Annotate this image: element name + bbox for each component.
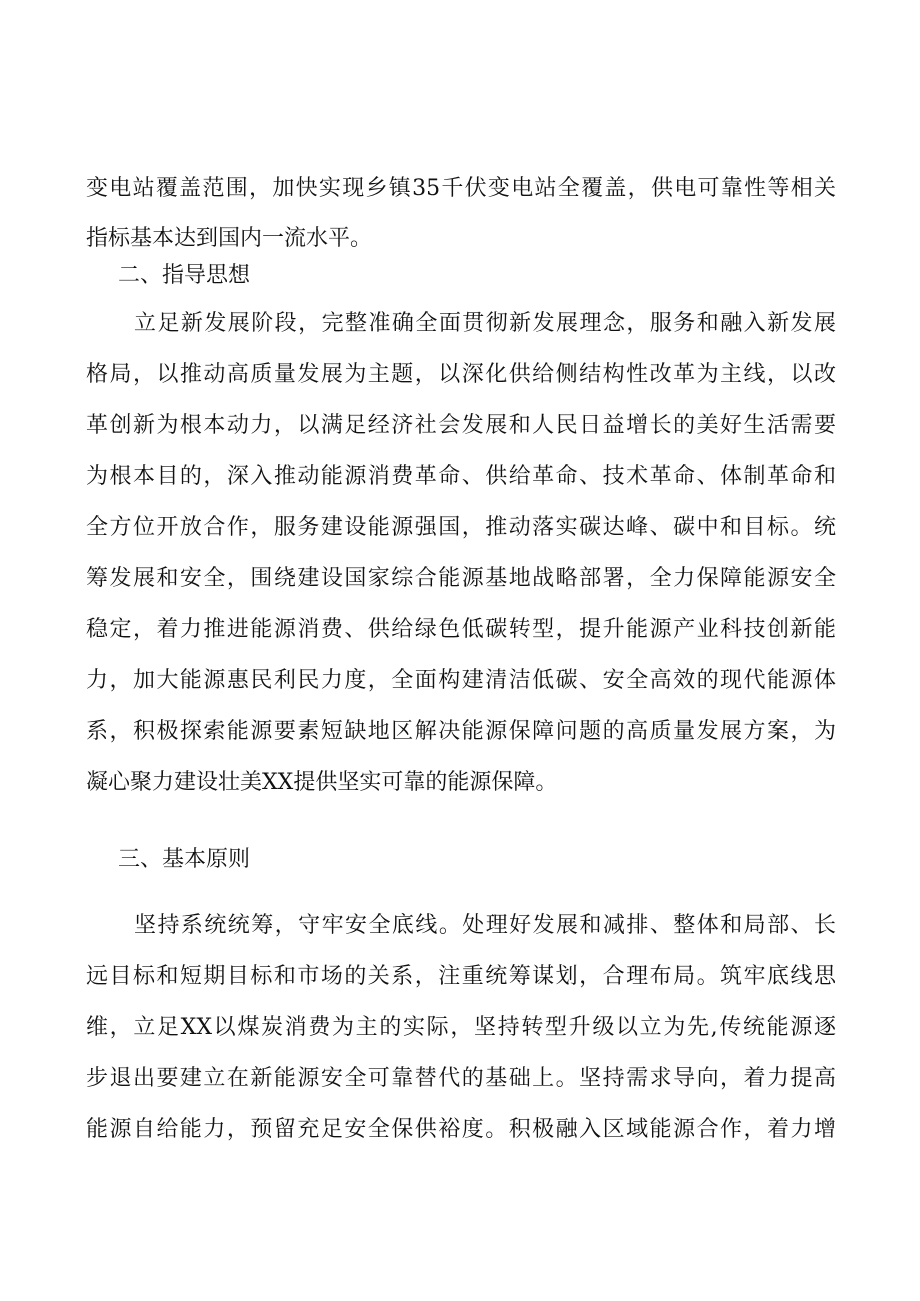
- paragraph-line: 稳定，着力推进能源消费、供给绿色低碳转型，提升能源产业科技创新能: [86, 617, 836, 642]
- paragraph-line: 远目标和短期目标和市场的关系，注重统筹谋划，合理布局。筑牢底线思: [86, 964, 836, 989]
- paragraph-line: 凝心聚力建设壮美XX提供坚实可靠的能源保障。: [86, 770, 558, 795]
- paragraph-line: 格局，以推动高质量发展为主题，以深化供给侧结构性改革为主线，以改: [86, 362, 836, 387]
- paragraph-line: 全方位开放合作，服务建设能源强国，推动落实碳达峰、碳中和目标。统: [86, 515, 836, 540]
- paragraph-line: 维，立足XX以煤炭消费为主的实际，坚持转型升级以立为先,传统能源逐: [86, 1015, 836, 1040]
- paragraph-line: 立足新发展阶段，完整准确全面贯彻新发展理念，服务和融入新发展: [134, 311, 836, 336]
- paragraph-line: 坚持系统统筹，守牢安全底线。处理好发展和减排、整体和局部、长: [134, 913, 836, 938]
- paragraph-line: 步退出要建立在新能源安全可靠替代的基础上。坚持需求导向，着力提高: [86, 1066, 836, 1091]
- paragraph-line: 力，加大能源惠民利民力度，全面构建清洁低碳、安全高效的现代能源体: [86, 668, 836, 693]
- intro-line-2: 指标基本达到国内一流水平。: [86, 226, 373, 251]
- paragraph-line: 为根本目的，深入推动能源消费革命、供给革命、技术革命、体制革命和: [86, 464, 836, 489]
- intro-line-1: 变电站覆盖范围，加快实现乡镇35千伏变电站全覆盖，供电可靠性等相关: [86, 176, 836, 201]
- paragraph-line: 革创新为根本动力，以满足经济社会发展和人民日益增长的美好生活需要: [86, 413, 836, 438]
- section-heading-guiding-ideology: 二、指导思想: [118, 263, 251, 288]
- paragraph-line: 能源自给能力，预留充足安全保供裕度。积极融入区域能源合作，着力增: [86, 1117, 836, 1142]
- section-heading-basic-principles: 三、基本原则: [118, 847, 251, 872]
- paragraph-line: 系，积极探索能源要素短缺地区解决能源保障问题的高质量发展方案，为: [86, 719, 836, 744]
- paragraph-line: 筹发展和安全，围绕建设国家综合能源基地战略部署，全力保障能源安全: [86, 566, 836, 591]
